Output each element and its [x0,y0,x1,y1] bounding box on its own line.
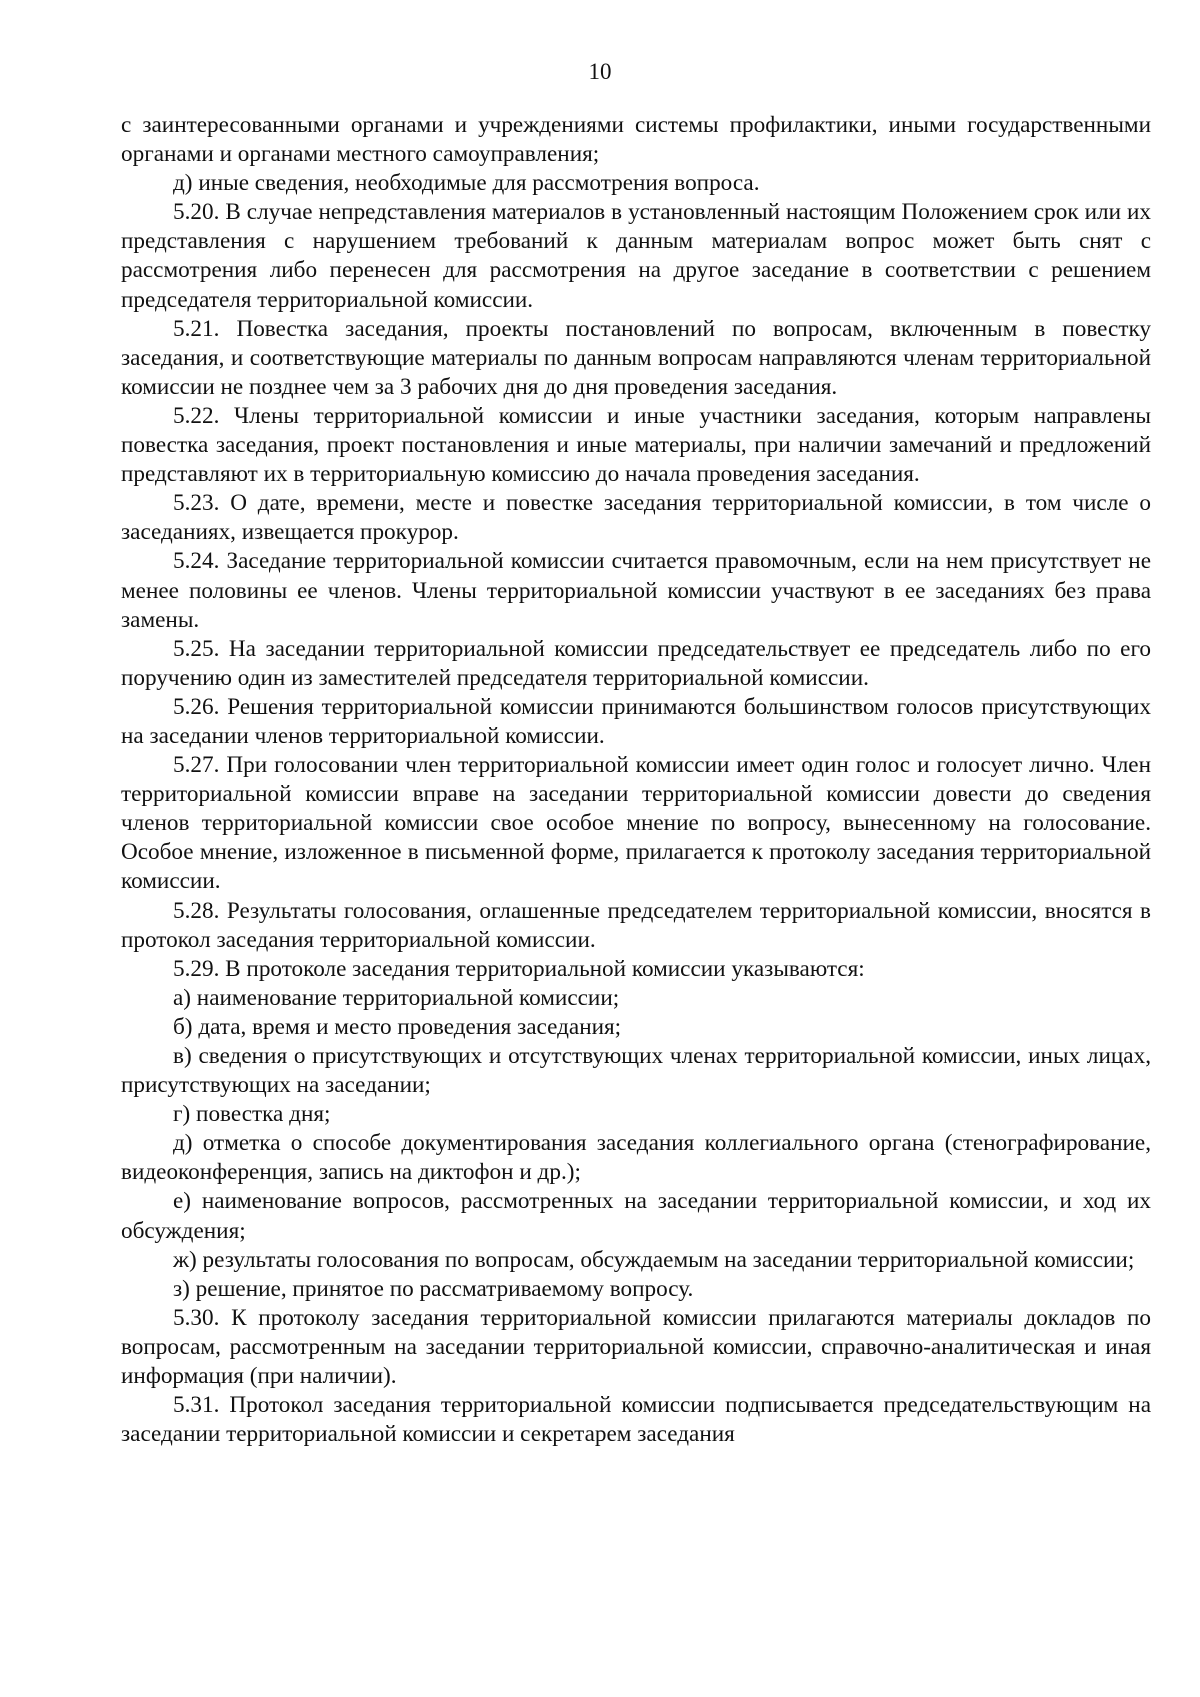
list-item-d: д) отметка о способе документирования заседания коллегиального органа (стенографирование, видеоконференция, запись на диктофон и др.); [121,1130,1151,1186]
list-item-e: е) наименование вопросов, рассмотренных на заседании территориальной комиссии, и ход их обсуждения; [121,1188,1151,1244]
paragraph-5-24: 5.24. Заседание территориальной комиссии считается правомочным, если на нем присутствует не менее половины ее членов. Члены территориальной комиссии участвуют в ее заседаниях без права замены. [121,548,1151,633]
paragraph-5-27: 5.27. При голосовании член территориальной комиссии имеет один голос и голосует лично. Член территориальной комиссии вправе на заседании территориальной комиссии довести до сведения членов территориальной комиссии свое особое мнение по вопросу, вынесенному на голосование. Особое мнение, изложенное в письменной форме, прилагается к протоколу заседания территориальной комиссии. [121,752,1151,895]
paragraph-5-20: 5.20. В случае непредставления материалов в установленный настоящим Положением срок или их представления с нарушением требований к данным материалам вопрос может быть снят с рассмотрения либо перенесен для рассмотрения на другое заседание в соответствии с решением председателя территориальной комиссии. [121,199,1151,313]
paragraph-5-28: 5.28. Результаты голосования, оглашенные председателем территориальной комиссии, вносятся в протокол заседания территориальной комиссии. [121,897,1151,953]
list-item-zh: ж) результаты голосования по вопросам, обсуждаемым на заседании территориальной комиссии; [173,1246,1135,1273]
paragraph-5-31: 5.31. Протокол заседания территориальной комиссии подписывается председательствующим на заседании территориальной комиссии и секретарем заседания [121,1392,1151,1448]
document-body [121,111,1151,1449]
list-item-a: а) наименование территориальной комиссии; [173,984,620,1011]
paragraph-5-30: 5.30. К протоколу заседания территориальной комиссии прилагаются материалы докладов по вопросам, рассмотренным на заседании территориальной комиссии, справочно-аналитическая и иная информация (при наличии). [121,1304,1151,1390]
paragraph-5-23: 5.23. О дате, времени, месте и повестке заседания территориальной комиссии, в том числе о заседаниях, извещается прокурор. [121,490,1151,546]
paragraph-5-22: 5.22. Члены территориальной комиссии и иные участники заседания, которым направлены повестка заседания, проект постановления и иные материалы, при наличии замечаний и предложений представляют их в территориальную комиссию до начала проведения заседания. [121,402,1151,488]
list-item-g: г) повестка дня; [173,1101,331,1128]
paragraph-5-29: 5.29. В протоколе заседания территориальной комиссии указываются: [173,955,865,982]
list-item-v: в) сведения о присутствующих и отсутствующих членах территориальной комиссии, иных лицах, присутствующих на заседании; [121,1043,1151,1099]
paragraph-item-d: д) иные сведения, необходимые для рассмотрения вопроса. [173,170,760,197]
list-item-b: б) дата, время и место проведения заседания; [173,1013,622,1040]
page-number: 10 [588,59,612,84]
paragraph-5-25: 5.25. На заседании территориальной комиссии председательствует ее председатель либо по его поручению один из заместителей председателя территориальной комиссии. [121,635,1151,691]
paragraph-continuation: с заинтересованными органами и учреждениями системы профилактики, иными государственными органами и органами местного самоуправления; [121,112,1151,168]
paragraph-5-21: 5.21. Повестка заседания, проекты постановлений по вопросам, включенным в повестку заседания, и соответствующие материалы по данным вопросам направляются членам территориальной комиссии не позднее чем за 3 рабочих дня до дня проведения заседания. [121,315,1151,400]
list-item-z: з) решение, принятое по рассматриваемому вопросу. [173,1275,694,1302]
paragraph-5-26: 5.26. Решения территориальной комиссии принимаются большинством голосов присутствующих на заседании членов территориальной комиссии. [121,693,1151,749]
